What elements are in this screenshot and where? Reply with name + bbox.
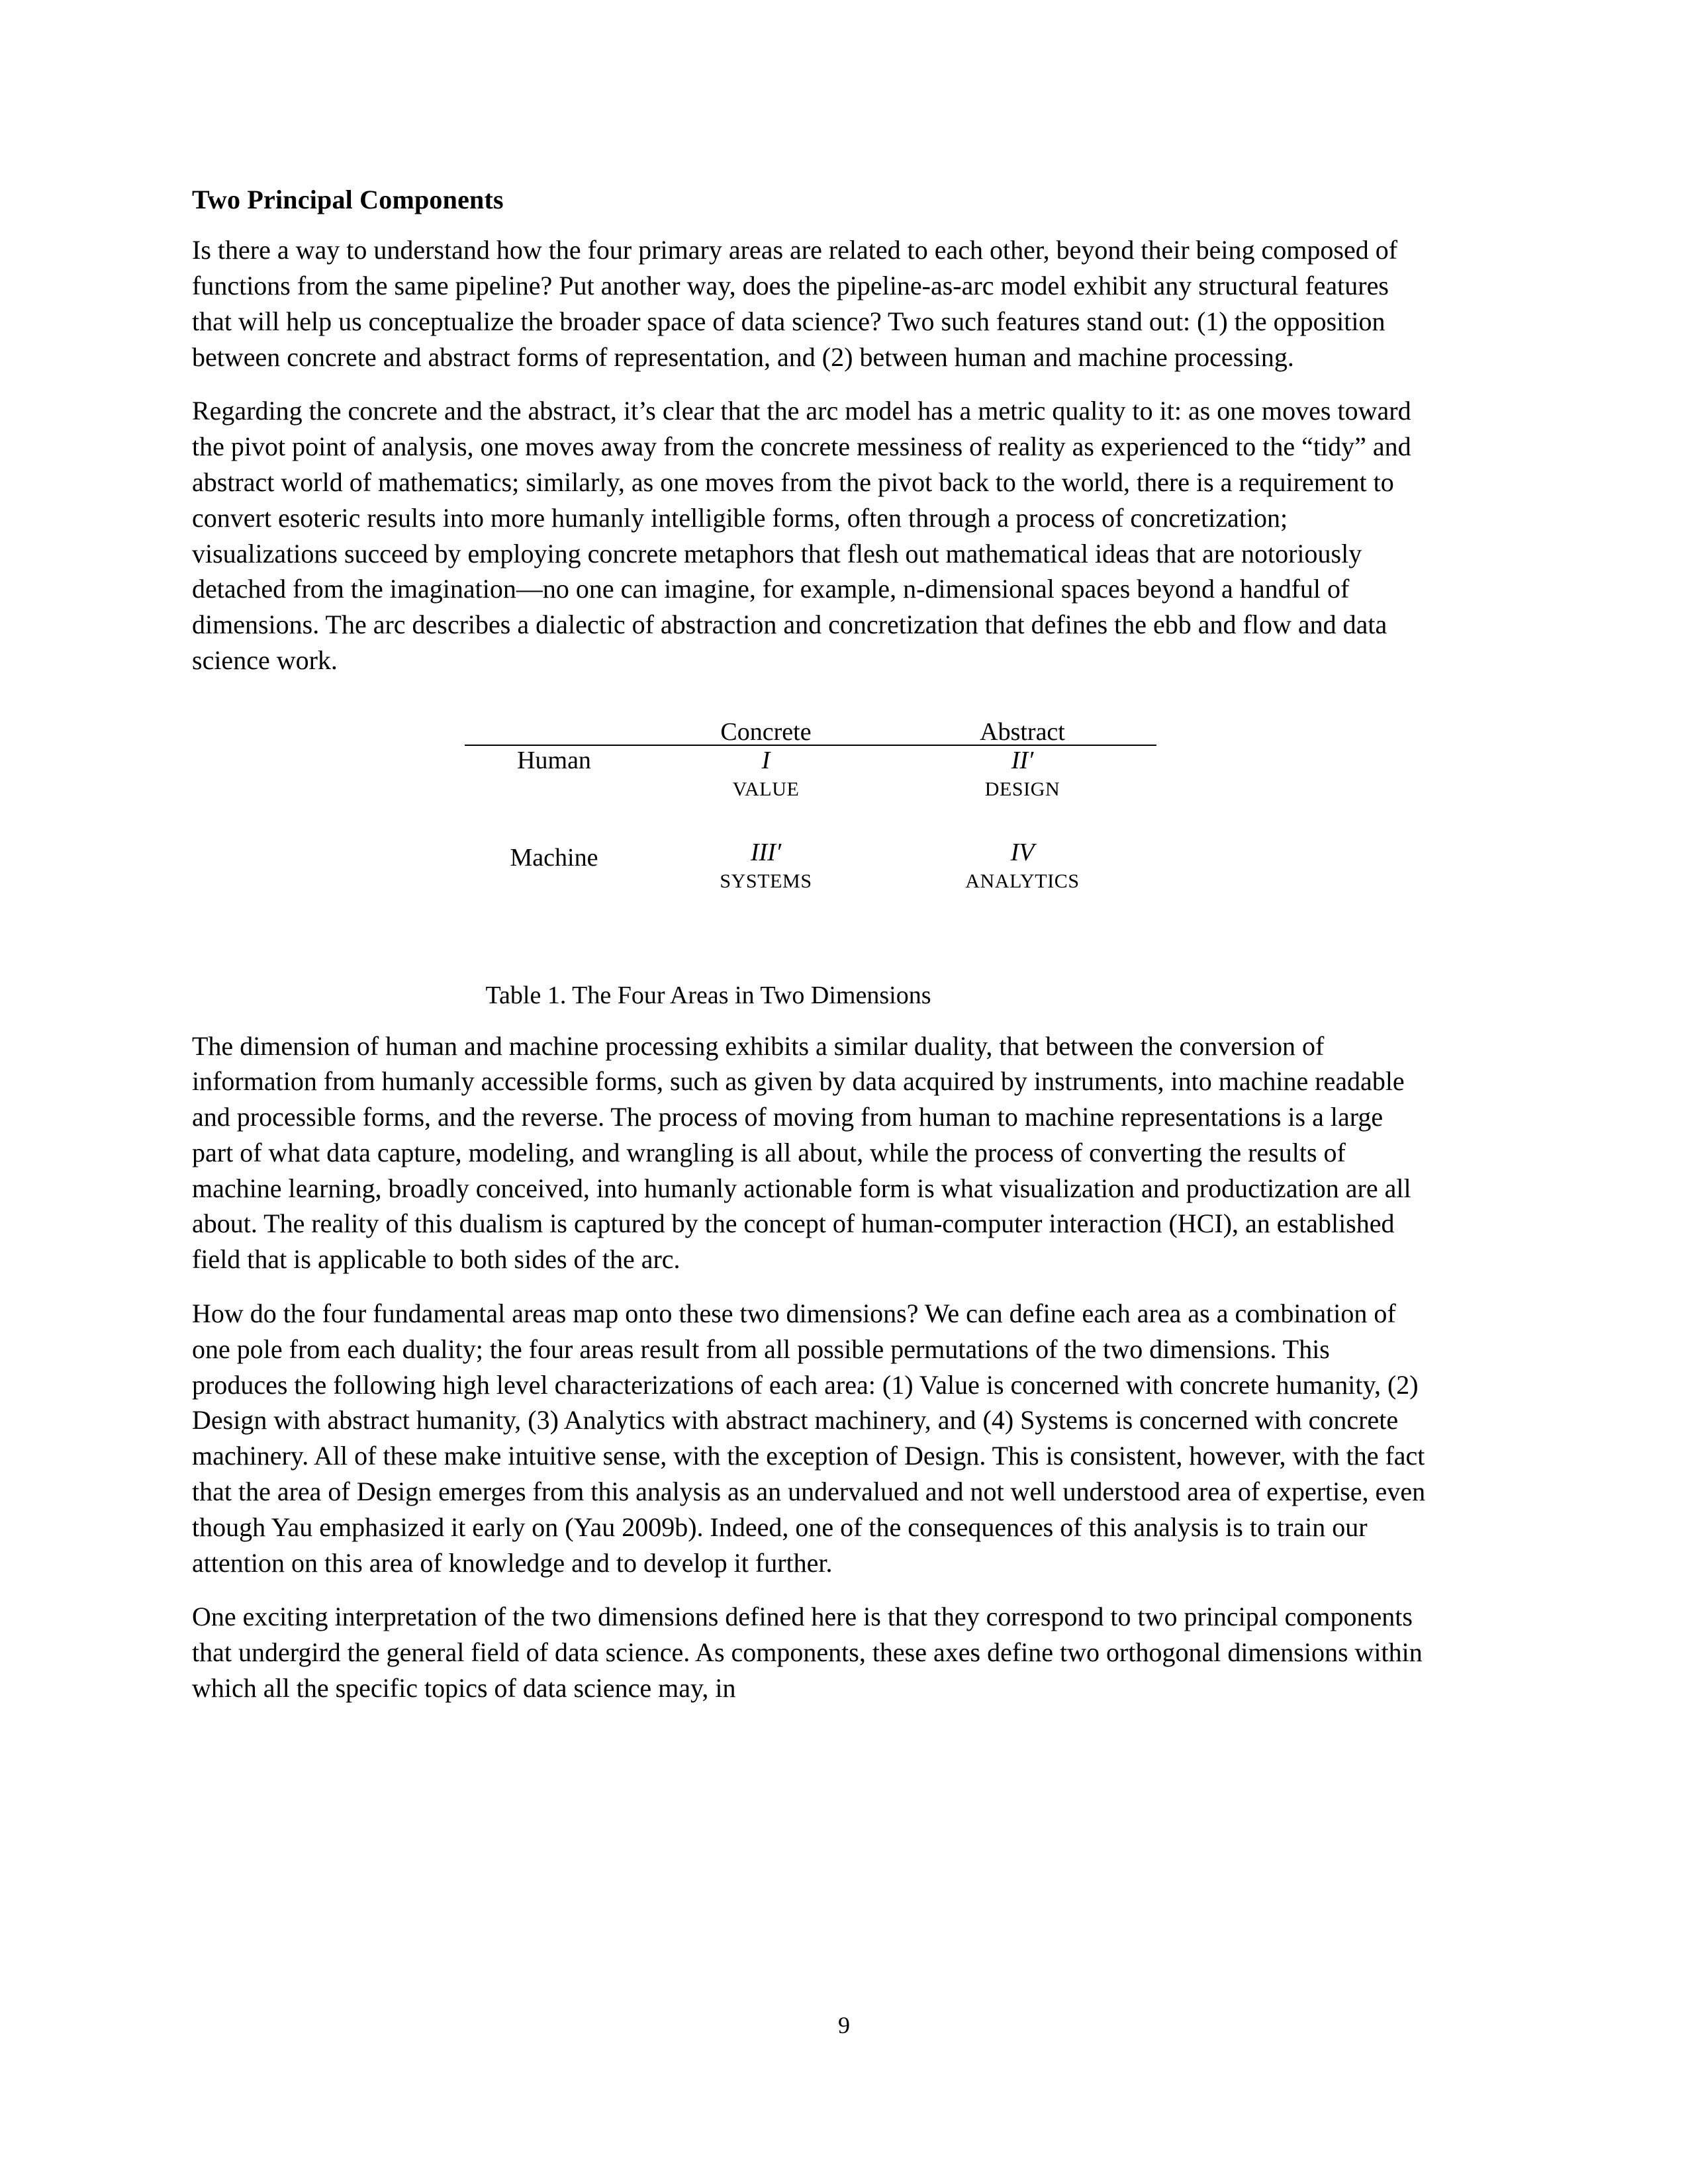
table-row-label-human: Human [517, 746, 591, 774]
table-body [465, 745, 1156, 896]
page-title: Two Principal Components [192, 185, 504, 214]
cell-numeral: IV [1010, 839, 1035, 867]
table-cell-value [643, 745, 888, 804]
table-column-header-abstract: Abstract [888, 719, 1156, 745]
cell-numeral: III′ [750, 839, 782, 867]
table-header [465, 719, 1156, 745]
table-caption: Table 1. The Four Areas in Two Dimensions [485, 981, 931, 1009]
table-header-row [465, 719, 1156, 745]
table-row-label-machine: Machine [510, 844, 598, 872]
table-row [465, 803, 1156, 896]
table-cell-analytics [888, 803, 1156, 896]
table-column-header-concrete: Concrete [643, 719, 888, 745]
body-paragraph: The dimension of human and machine processing exhibits a similar duality, that between the conversion of information from humanly accessible forms, such as given by data acquired by instruments, into machine readable and processible forms, and the reverse. The process of moving from human to machine representations is a large part of what data capture, modeling, and wrangling is all about, while the process of converting the results of machine learning, broadly conceived, into humanly actionable form is what visualization and productization are all about. The reality of this dualism is captured by the concept of human-computer interaction (HCI), an established field that is applicable to both sides of the arc. [192, 1030, 1411, 1275]
four-areas-table [465, 719, 1156, 896]
cell-area-name: SYSTEMS [720, 870, 812, 893]
body-paragraph: How do the four fundamental areas map onto these two dimensions? We can define each area as a combination of one pole from each duality; the four areas result from all possible permutations of the two dimensions. This produces the following high level characterizations of each area: (1) Value is concerned with concrete humanity, (2) Design with abstract humanity, (3) Analytics with abstract machinery, and (4) Systems is concerned with concrete machinery. All of these make intuitive sense, with the exception of Design. This is consistent, however, with the fact that the area of Design emerges from this analysis as an undervalued and not well understood area of expertise, even though Yau emphasized it early on (Yau 2009b). Indeed, one of the consequences of this analysis is to train our attention on this area of knowledge and to develop it further. [192, 1298, 1426, 1578]
cell-area-name: DESIGN [984, 778, 1060, 800]
cell-numeral: II′ [1011, 746, 1034, 774]
cell-area-name: VALUE [732, 778, 800, 800]
body-paragraph: Is there a way to understand how the four primary areas are related to each other, beyond their being composed of functions from the same pipeline? Put another way, does the pipeline-as-arc model exhibit any structural features that will help us conceptualize the broader space of data science? Two such features stand out: (1) the opposition between concrete and abstract forms of representation, and (2) between human and machine processing. [192, 235, 1398, 372]
table-block [192, 719, 1430, 1011]
table-row [465, 745, 1156, 804]
page-number: 9 [838, 2012, 850, 2038]
body-paragraph: One exciting interpretation of the two dimensions defined here is that they correspond to two principal components that undergird the general field of data science. As components, these axes define two orthogonal dimensions within which all the specific topics of data science may, in [192, 1602, 1423, 1704]
cell-numeral: I [761, 746, 771, 774]
table-corner-cell [465, 719, 643, 745]
body-paragraph: Regarding the concrete and the abstract, it’s clear that the arc model has a metric quality to it: as one moves toward the pivot point of analysis, one moves away from the concrete messiness of reality as experienced to the “tidy” and abstract world of mathematics; similarly, as one moves from the pivot back to the world, there is a requirement to convert esoteric results into more humanly intelligible forms, often through a process of concretization; visualizations succeed by employing concrete metaphors that flesh out mathematical ideas that are notoriously detached from the imagination—no one can imagine, for example, n-dimensional spaces beyond a handful of dimensions. The arc describes a dialectic of abstraction and concretization that defines the ebb and flow and data science work. [192, 396, 1411, 675]
table-cell-systems [643, 803, 888, 896]
table-cell-design [888, 745, 1156, 804]
cell-area-name: ANALYTICS [965, 870, 1080, 893]
page-content [192, 184, 1430, 1706]
